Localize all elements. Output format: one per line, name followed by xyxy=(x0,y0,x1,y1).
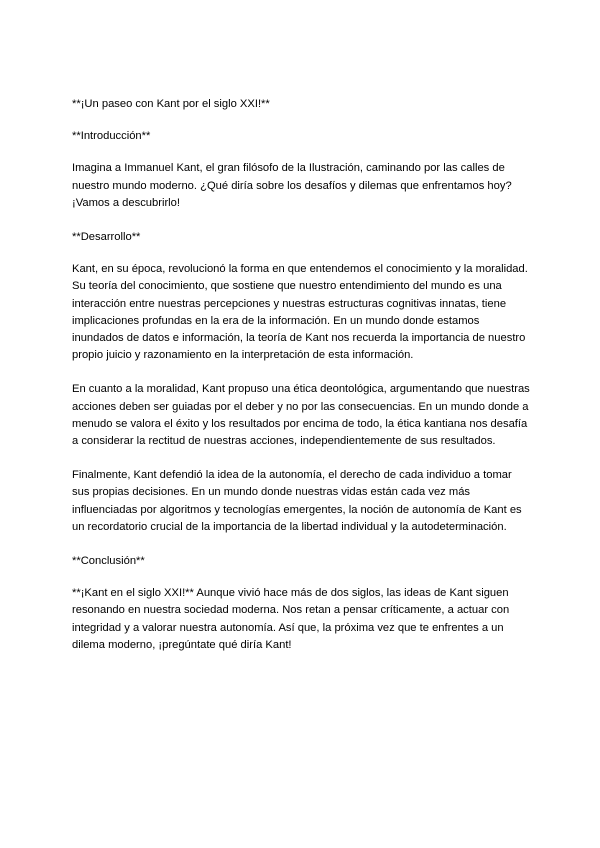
section-heading-introduccion xyxy=(72,128,536,145)
text-line: nuestro mundo moderno. ¿Qué diría sobre los desafíos y dilemas que enfrentamos hoy? xyxy=(72,179,512,192)
text-line: propio juicio y razonamiento en la interpretación de esta información. xyxy=(72,349,414,362)
text-line: influenciadas por algoritmos y tecnologías emergentes, la noción de autonomía de Kant es xyxy=(72,503,522,516)
section-heading-conclusion xyxy=(72,553,536,570)
text-line: un recordatorio crucial de la importancia de la libertad individual y la autodeterminación. xyxy=(72,520,507,533)
text-line: sus propias decisiones. En un mundo donde nuestras vidas están cada vez más xyxy=(72,486,471,499)
text-line: interacción entre nuestras percepciones y nuestras estructuras cognitivas innatas, tiene xyxy=(72,297,507,310)
paragraph-introduccion xyxy=(72,160,536,212)
text-line: resonando en nuestra sociedad moderna. Nos retan a pensar críticamente, a actuar con xyxy=(72,604,510,617)
text-line: menudo se valora el éxito y los resultados por encima de todo, la ética kantiana nos desafía xyxy=(72,417,528,430)
text-line: **¡Kant en el siglo XXI!** Aunque vivió hace más de dos siglos, las ideas de Kant siguen xyxy=(72,587,509,600)
document-page xyxy=(72,96,536,671)
heading-text: **Introducción** xyxy=(72,130,151,143)
document-title xyxy=(72,96,536,113)
text-line: Kant, en su época, revolucionó la forma en que entendemos el conocimiento y la moralidad. xyxy=(72,263,528,276)
paragraph-desarrollo-3 xyxy=(72,467,536,536)
text-line: Imagina a Immanuel Kant, el gran filósofo de la Ilustración, caminando por las calles de xyxy=(72,162,505,175)
paragraph-conclusion xyxy=(72,585,536,654)
text-line: inundados de datos e información, la teoría de Kant nos recuerda la importancia de nuestro xyxy=(72,332,526,345)
text-line: ¡Vamos a descubrirlo! xyxy=(72,196,180,209)
text-line: acciones deben ser guiadas por el deber y no por las consecuencias. En un mundo donde a xyxy=(72,400,529,413)
text-line: implicaciones profundas en la era de la información. En un mundo donde estamos xyxy=(72,314,480,327)
text-line: Finalmente, Kant defendió la idea de la autonomía, el derecho de cada individuo a tomar xyxy=(72,469,512,482)
section-heading-desarrollo xyxy=(72,229,536,246)
heading-text: **Conclusión** xyxy=(72,555,145,568)
heading-text: **Desarrollo** xyxy=(72,231,141,244)
text-line: dilema moderno, ¡pregúntate qué diría Kant! xyxy=(72,638,292,651)
text-line: Su teoría del conocimiento, que sostiene que nuestro entendimiento del mundo es una xyxy=(72,280,502,293)
text-line: integridad y a valorar nuestra autonomía. Así que, la próxima vez que te enfrentes a un xyxy=(72,621,504,634)
paragraph-desarrollo-2 xyxy=(72,381,536,450)
paragraph-desarrollo-1 xyxy=(72,261,536,364)
text-line: En cuanto a la moralidad, Kant propuso una ética deontológica, argumentando que nuestras xyxy=(72,383,530,396)
text-line: a considerar la rectitud de nuestras acciones, independientemente de sus resultados. xyxy=(72,435,496,448)
title-text: **¡Un paseo con Kant por el siglo XXI!** xyxy=(72,98,270,110)
